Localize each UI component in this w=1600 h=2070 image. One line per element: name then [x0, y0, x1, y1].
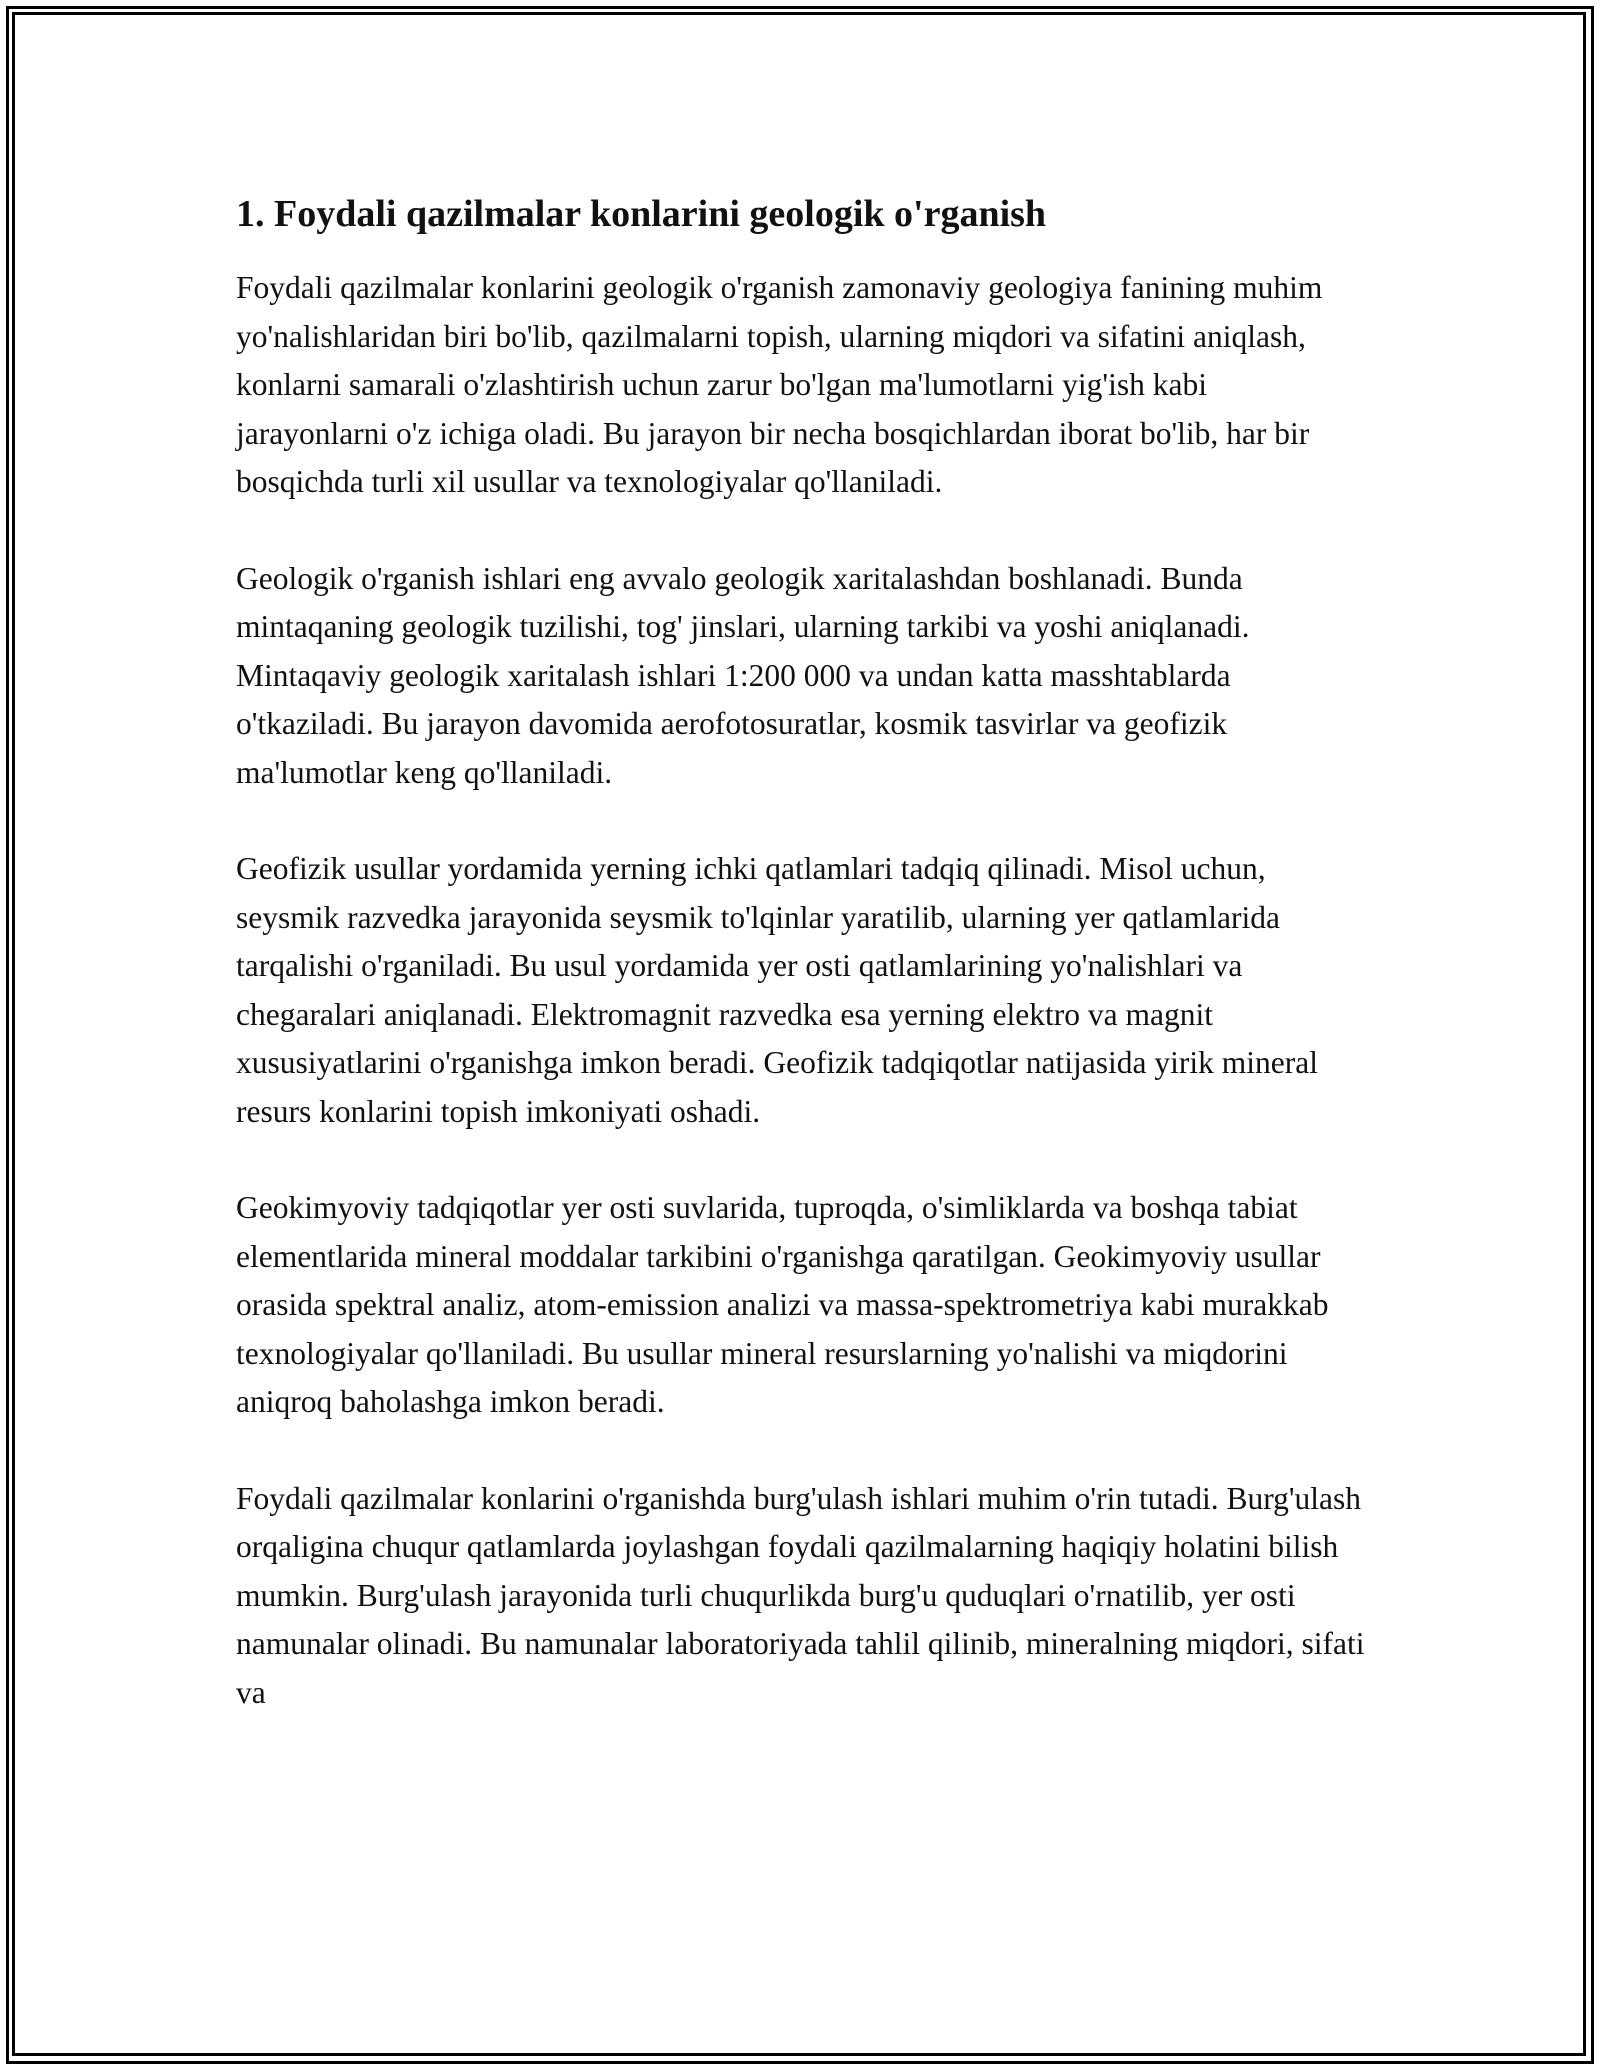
paragraph-1: Foydali qazilmalar konlarini geologik o'rganish zamonaviy geologiya fanining muhim yo'nalishlaridan biri bo'lib, qazilmalarni topish, ularning miqdori va sifatini aniqlash, konlarni samarali o'zlashtirish uchun zarur bo'lgan ma'lumotlarni yig'ish kabi jarayonlarni o'z ichiga oladi. Bu jarayon bir necha bosqichlardan iborat bo'lib, har bir bosqichda turli xil usullar va texnologiyalar qo'llaniladi.: [236, 270, 1323, 499]
paragraph-3: Geofizik usullar yordamida yerning ichki qatlamlari tadqiq qilinadi. Misol uchun, seysmik razvedka jarayonida seysmik to'lqinlar yaratilib, ularning yer qatlamlarida tarqalishi o'rganiladi. Bu usul yordamida yer osti qatlamlarining yo'nalishlari va chegaralari aniqlanadi. Elektromagnit razvedka esa yerning elektro va magnit xususiyatlarini o'rganishga imkon beradi. Geofizik tadqiqotlar natijasida yirik mineral resurs konlarini topish imkoniyati oshadi.: [236, 851, 1318, 1129]
paragraph-4: Geokimyoviy tadqiqotlar yer osti suvlarida, tuproqda, o'simliklarda va boshqa tabiat elementlarida mineral moddalar tarkibini o'rganishga qaratilgan. Geokimyoviy usullar orasida spektral analiz, atom-emission analizi va massa-spektrometriya kabi murakkab texnologiyalar qo'llaniladi. Bu usullar mineral resurslarning yo'nalishi va miqdorini aniqroq baholashga imkon beradi.: [236, 1190, 1329, 1419]
paragraph-2: Geologik o'rganish ishlari eng avvalo geologik xaritalashdan boshlanadi. Bunda mintaqaning geologik tuzilishi, tog' jinslari, ularning tarkibi va yoshi aniqlanadi. Mintaqaviy geologik xaritalash ishlari 1:200 000 va undan katta masshtablarda o'tkaziladi. Bu jarayon davomida aerofotosuratlar, kosmik tasvirlar va geofizik ma'lumotlar keng qo'llaniladi.: [236, 560, 1250, 790]
section-heading: 1. Foydali qazilmalar konlarini geologik o'rganish: [236, 193, 1047, 235]
paragraph-5: Foydali qazilmalar konlarini o'rganishda burg'ulash ishlari muhim o'rin tutadi. Burg'ulash orqaligina chuqur qatlamlarda joylashgan foydali qazilmalarning haqiqiy holatini bilish mumkin. Burg'ulash jarayonida turli chuqurlikda burg'u quduqlari o'rnatilib, yer osti namunalar olinadi. Bu namunalar laboratoriyada tahlil qilinib, mineralning miqdori, sifati va: [236, 1480, 1365, 1710]
document-body: [236, 186, 1366, 1765]
